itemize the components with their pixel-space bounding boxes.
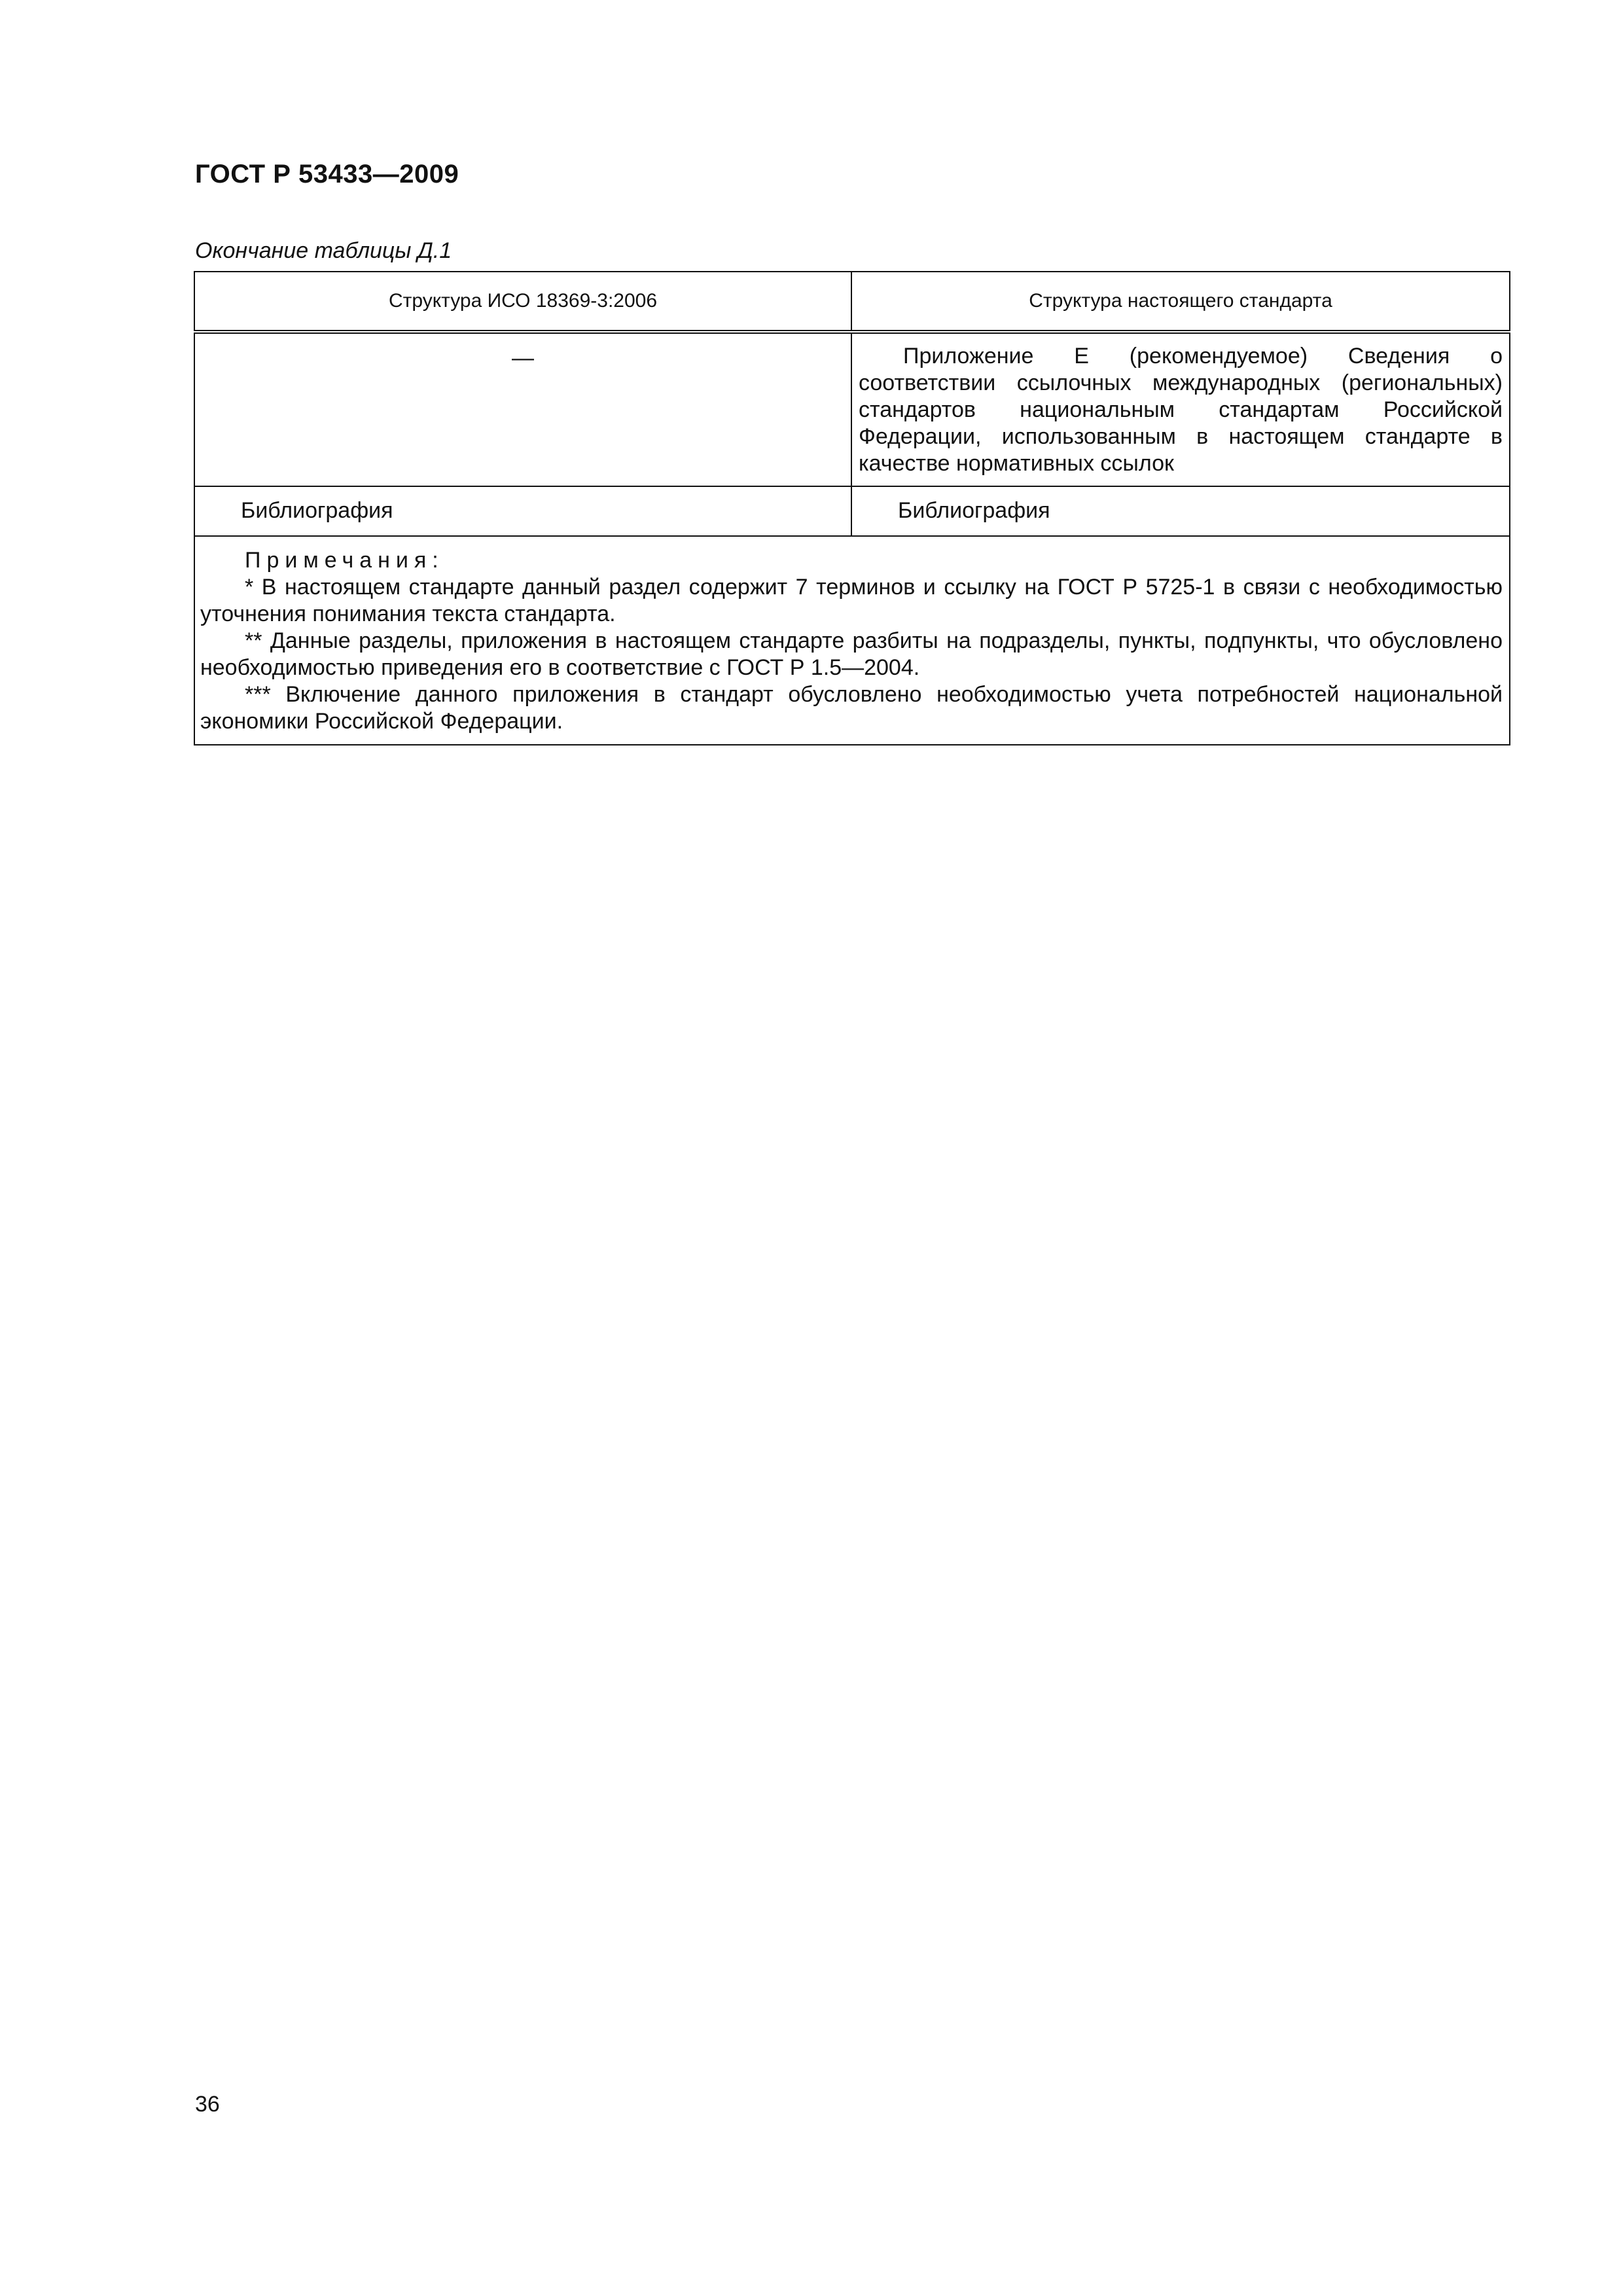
notes-cell xyxy=(194,536,1510,745)
page-number: 36 xyxy=(195,2092,220,2117)
table-caption: Окончание таблицы Д.1 xyxy=(195,238,452,263)
note-item: ** Данные разделы, приложения в настоящем стандарте разбиты на подразделы, пункты, подпункты, что обусловлено необходимостью приведения его в соответствие с ГОСТ Р 1.5—2004. xyxy=(200,628,1503,680)
notes-row xyxy=(194,536,1510,745)
document-code: ГОСТ Р 53433—2009 xyxy=(195,160,459,188)
table-cell-national: Библиография xyxy=(851,486,1510,536)
structure-comparison-table xyxy=(194,271,1510,745)
table-header-row xyxy=(194,272,1510,332)
table-cell-national: Приложение Е (рекомендуемое) Сведения о соответствии ссылочных международных (региональных) стандартов национальным стандартам Российской Федерации, использованным в настоящем стандарте в качестве нормативных ссылок xyxy=(851,332,1510,486)
note-item: * В настоящем стандарте данный раздел содержит 7 терминов и ссылку на ГОСТ Р 5725-1 в связи с необходимостью уточнения понимания текста стандарта. xyxy=(200,575,1503,626)
table-row xyxy=(194,332,1510,486)
column-header-iso: Структура ИСО 18369-3:2006 xyxy=(194,272,851,332)
table-row xyxy=(194,486,1510,536)
note-item: *** Включение данного приложения в стандарт обусловлено необходимостью учета потребностей национальной экономики Российской Федерации. xyxy=(200,682,1503,734)
column-header-national: Структура настоящего стандарта xyxy=(851,272,1510,332)
table-cell-iso: Библиография xyxy=(194,486,851,536)
table-cell-iso: — xyxy=(194,332,851,486)
notes-title: Примечания: xyxy=(245,548,444,573)
